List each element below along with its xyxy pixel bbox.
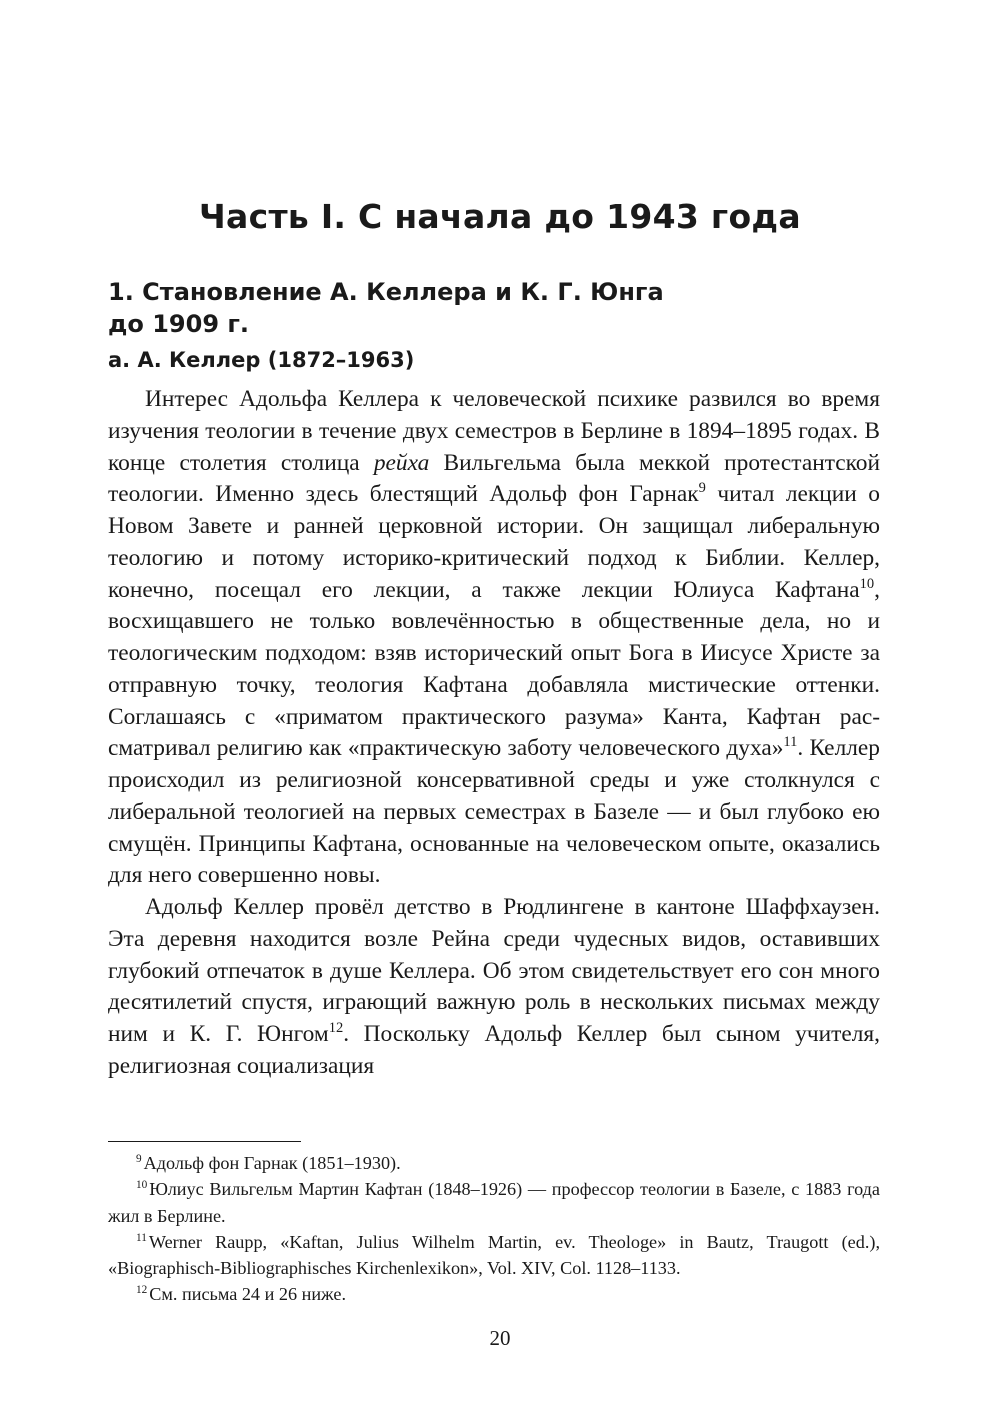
- paragraph-1: [108, 384, 880, 892]
- footnote-number: 9: [136, 1152, 142, 1165]
- footnote-text: Werner Raupp, «Kaftan, Julius Wilhelm Martin, ev. Theologe» in Bautz, Traugott (ed.), «Biographisch-Bibliographisches Kirchenlexikon», Vol. XIV, Col. 1128–1133.: [108, 1231, 880, 1279]
- body-text: [108, 384, 880, 1083]
- footnote-text: См. письма 24 и 26 ниже.: [149, 1284, 346, 1305]
- paragraph-1-text-5: . Келлер происходил из религиозной консервативной среды и уже столкнулся с либеральной теологией на первых семестрах в Базеле — и был глубоко ею смущён. Принципы Кафтана, основанные на человеческом опыте, оказались для него совершенно новы.: [108, 735, 880, 889]
- footnote-number: 12: [136, 1284, 148, 1297]
- footnote-ref-11[interactable]: 11: [783, 734, 798, 751]
- footnote-number: 11: [136, 1231, 147, 1244]
- footnote-text: Юлиус Вильгельм Мартин Кафтан (1848–1926) — профессор теологии в Базеле, с 1883 года жил в Берлине.: [108, 1179, 880, 1226]
- footnote-11: [108, 1229, 880, 1282]
- footnotes: [108, 1150, 880, 1308]
- section-title: a. А. Келлер (1872–1963): [108, 348, 415, 372]
- footnote-ref-10[interactable]: 10: [859, 575, 875, 592]
- paragraph-2: [108, 892, 880, 1083]
- footnote-text: Адольф фон Гарнак (1851–1930).: [143, 1153, 401, 1173]
- paragraph-2-text-1: Адольф Келлер провёл детство в Рюдлингене в кантоне Шаффхаузен. Эта деревня находится возле Рейна среди чудесных видов, оставивших глубокий отпечаток в душе Келлера. Об этом свидетельствует его сон много десятилетий спустя, играющий важную роль в нескольких письмах между ним и К. Г. Юнгом: [108, 894, 880, 1047]
- footnote-number: 10: [136, 1179, 148, 1192]
- paragraph-1-italic: рейха: [373, 449, 430, 476]
- footnote-divider: [108, 1141, 301, 1142]
- page-number: 20: [489, 1326, 511, 1350]
- footnote-9: [108, 1150, 880, 1176]
- chapter-title-line-2: до 1909 г.: [108, 310, 250, 338]
- footnote-ref-12[interactable]: 12: [328, 1020, 344, 1037]
- part-title: Часть I. С начала до 1943 года: [199, 197, 801, 236]
- paragraph-2-text-2: . Поскольку Адольф Келлер был сыном учителя, религиозная социализация: [108, 1021, 880, 1079]
- chapter-title: [108, 276, 728, 340]
- paragraph-1-text-2: Вильгельма была меккой протестантской теологии. Именно здесь блестящий Адольф фон Гарнак: [108, 449, 880, 508]
- chapter-title-line-1: 1. Становление А. Келлера и К. Г. Юнга: [108, 278, 664, 306]
- paragraph-1-text-1: Интерес Адольфа Келлера к человеческой психике развился во время изучения теологии в течение двух семестров в Берлине в 1894–1895 годах. В конце столетия столица: [108, 386, 880, 476]
- footnote-12: [108, 1281, 880, 1307]
- footnote-ref-9[interactable]: 9: [698, 480, 706, 497]
- paragraph-1-text-3: читал лекции о Новом Завете и ранней церковной истории. Он защищал либеральную теологию и потому историко-критический подход к Библии. Келлер, конечно, посещал его лекции, а также лекции Юлиуса Кафтана: [108, 481, 880, 603]
- paragraph-1-text-4: , восхищавшего не только вовлечённостью в общественные дела, но и теологическим подходом: взяв исторический опыт Бога в Иисусе Христе за отправную точку, теология Кафтана добавляла мистические оттенки. Соглашаясь с «приматом практического разума» Канта, Кафтан рассматривал религию как «практическую заботу человеческого духа»: [108, 576, 880, 762]
- footnote-10: [108, 1176, 880, 1229]
